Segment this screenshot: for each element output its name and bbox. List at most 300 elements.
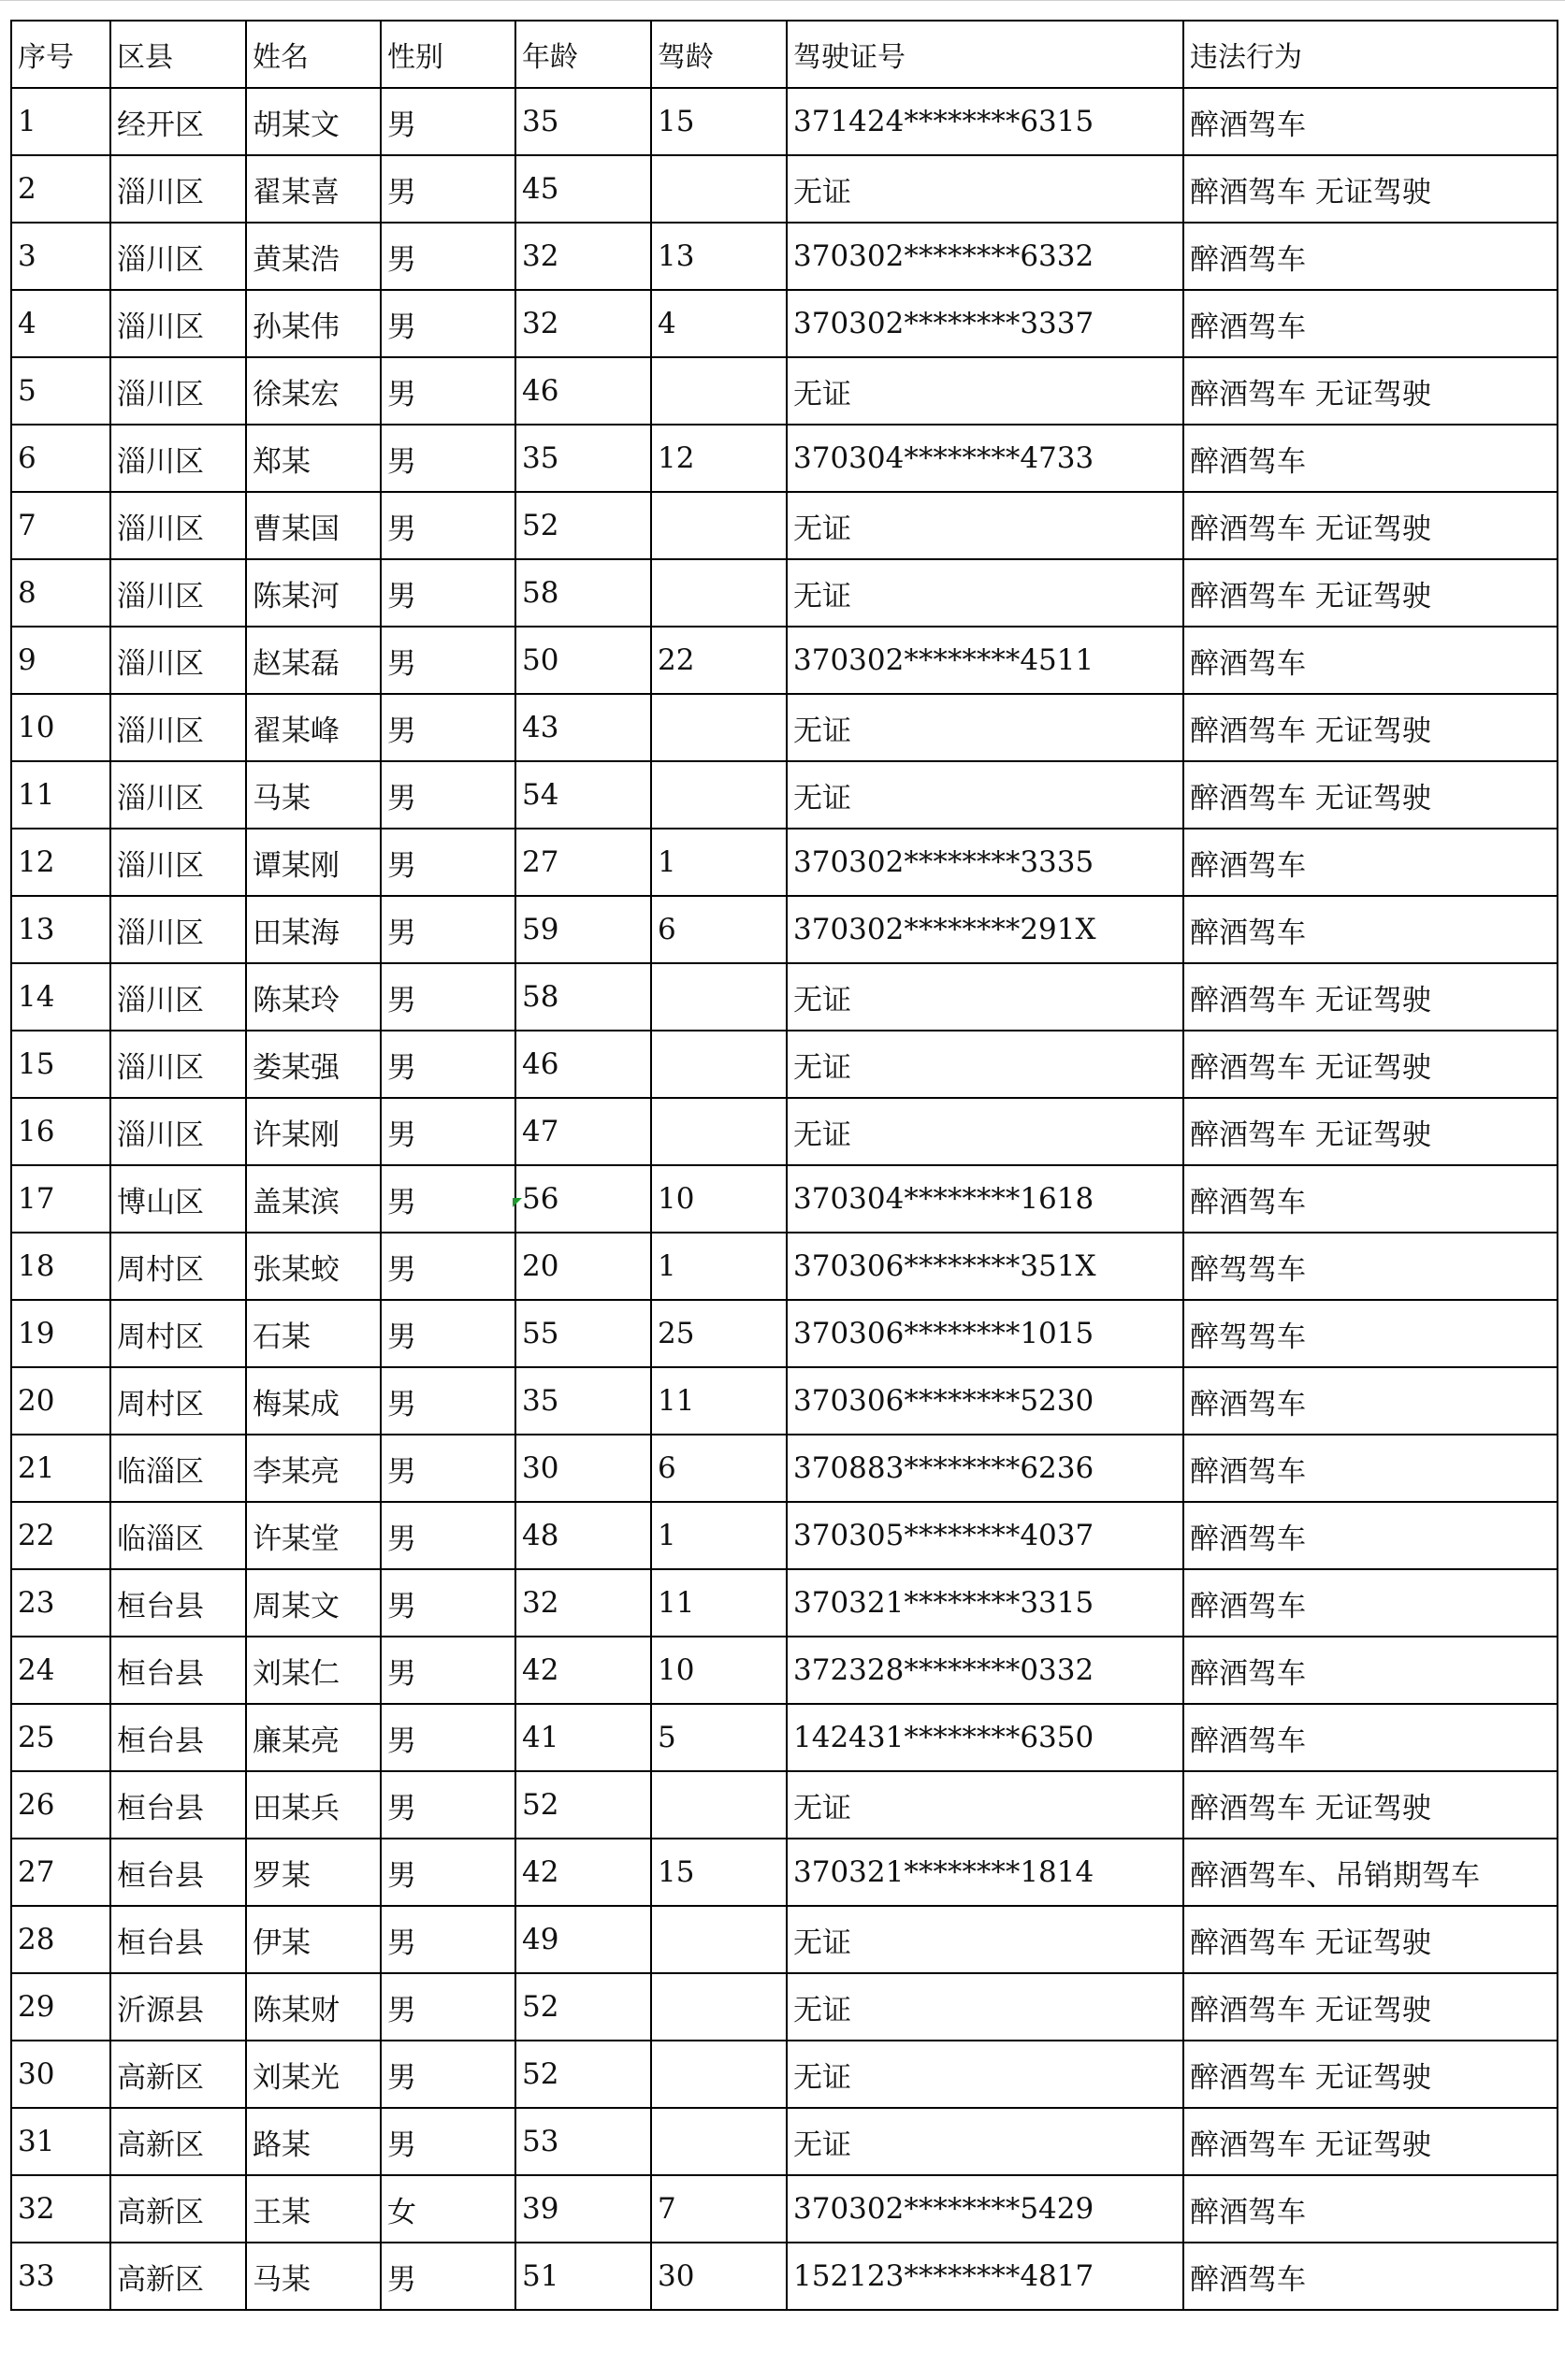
driving-years-cell (651, 2108, 787, 2175)
violation-cell: 醉酒驾车 (1183, 2175, 1558, 2243)
seq-cell: 27 (11, 1839, 110, 1906)
age-cell: 49 (515, 1906, 651, 1973)
driving-years-cell (651, 963, 787, 1031)
seq-cell: 33 (11, 2243, 110, 2310)
district-cell: 高新区 (110, 2041, 246, 2108)
driving-years-cell: 5 (651, 1704, 787, 1771)
table-row (11, 357, 1558, 425)
driving-years-cell: 1 (651, 1502, 787, 1569)
district-cell: 淄川区 (110, 627, 246, 694)
violation-cell: 醉酒驾车 (1183, 290, 1558, 357)
name-cell: 翟某喜 (246, 155, 381, 223)
violation-cell: 醉酒驾车 无证驾驶 (1183, 155, 1558, 223)
district-cell: 淄川区 (110, 357, 246, 425)
violation-cell: 醉酒驾车、吊销期驾车 (1183, 1839, 1558, 1906)
gender-cell: 男 (381, 1569, 515, 1637)
driving-years-cell (651, 357, 787, 425)
age-cell: 42 (515, 1839, 651, 1906)
district-cell: 桓台县 (110, 1771, 246, 1839)
table-row (11, 1300, 1558, 1367)
name-cell: 伊某 (246, 1906, 381, 1973)
seq-cell: 11 (11, 761, 110, 829)
driving-years-cell (651, 2041, 787, 2108)
name-cell: 梅某成 (246, 1367, 381, 1435)
seq-cell: 28 (11, 1906, 110, 1973)
gender-cell: 男 (381, 223, 515, 290)
seq-cell: 16 (11, 1098, 110, 1165)
name-cell: 许某堂 (246, 1502, 381, 1569)
seq-cell: 2 (11, 155, 110, 223)
driving-years-cell: 12 (651, 425, 787, 492)
name-cell: 赵某磊 (246, 627, 381, 694)
table-row (11, 896, 1558, 963)
seq-cell: 14 (11, 963, 110, 1031)
district-cell: 高新区 (110, 2243, 246, 2310)
gender-cell: 男 (381, 1973, 515, 2041)
gender-cell: 男 (381, 357, 515, 425)
age-cell: 27 (515, 829, 651, 896)
age-cell: 46 (515, 1031, 651, 1098)
gender-cell: 男 (381, 829, 515, 896)
age-cell: 30 (515, 1435, 651, 1502)
license-no-cell: 371424********6315 (787, 88, 1183, 155)
seq-cell: 8 (11, 559, 110, 627)
seq-cell: 18 (11, 1233, 110, 1300)
gender-cell: 男 (381, 1704, 515, 1771)
district-cell: 桓台县 (110, 1906, 246, 1973)
violation-cell: 醉酒驾车 无证驾驶 (1183, 1906, 1558, 1973)
gender-cell: 男 (381, 1098, 515, 1165)
name-cell: 陈某河 (246, 559, 381, 627)
district-cell: 淄川区 (110, 425, 246, 492)
gender-cell: 男 (381, 492, 515, 559)
name-cell: 李某亮 (246, 1435, 381, 1502)
age-cell: 46 (515, 357, 651, 425)
license-no-cell: 无证 (787, 1906, 1183, 1973)
name-cell: 孙某伟 (246, 290, 381, 357)
age-cell: 52 (515, 1973, 651, 2041)
gender-cell: 男 (381, 1435, 515, 1502)
name-cell: 翟某峰 (246, 694, 381, 761)
age-cell: 35 (515, 425, 651, 492)
district-cell: 周村区 (110, 1300, 246, 1367)
gender-cell: 男 (381, 2041, 515, 2108)
district-cell: 经开区 (110, 88, 246, 155)
name-cell: 刘某仁 (246, 1637, 381, 1704)
header-name: 姓名 (246, 21, 381, 88)
violation-cell: 醉酒驾车 (1183, 896, 1558, 963)
violation-cell: 醉驾驾车 (1183, 1233, 1558, 1300)
license-no-cell: 372328********0332 (787, 1637, 1183, 1704)
seq-cell: 12 (11, 829, 110, 896)
gender-cell: 女 (381, 2175, 515, 2243)
gender-cell: 男 (381, 1300, 515, 1367)
district-cell: 淄川区 (110, 155, 246, 223)
age-cell: 53 (515, 2108, 651, 2175)
table-row (11, 627, 1558, 694)
seq-cell: 20 (11, 1367, 110, 1435)
gender-cell: 男 (381, 1839, 515, 1906)
name-cell: 陈某财 (246, 1973, 381, 2041)
gender-cell: 男 (381, 963, 515, 1031)
district-cell: 淄川区 (110, 223, 246, 290)
driving-years-cell (651, 1031, 787, 1098)
district-cell: 淄川区 (110, 761, 246, 829)
gender-cell: 男 (381, 1367, 515, 1435)
table-row (11, 223, 1558, 290)
name-cell: 曹某国 (246, 492, 381, 559)
district-cell: 淄川区 (110, 694, 246, 761)
license-no-cell: 无证 (787, 694, 1183, 761)
violation-cell: 醉酒驾车 无证驾驶 (1183, 963, 1558, 1031)
seq-cell: 5 (11, 357, 110, 425)
driving-years-cell (651, 1906, 787, 1973)
violation-cell: 醉酒驾车 (1183, 1569, 1558, 1637)
table-row (11, 425, 1558, 492)
license-no-cell: 无证 (787, 761, 1183, 829)
driving-years-cell: 1 (651, 829, 787, 896)
name-cell: 黄某浩 (246, 223, 381, 290)
age-cell: 32 (515, 223, 651, 290)
seq-cell: 31 (11, 2108, 110, 2175)
seq-cell: 24 (11, 1637, 110, 1704)
driving-years-cell: 4 (651, 290, 787, 357)
driving-years-cell: 30 (651, 2243, 787, 2310)
license-no-cell: 370306********351X (787, 1233, 1183, 1300)
table-row (11, 1973, 1558, 2041)
age-cell: 43 (515, 694, 651, 761)
violation-cell: 醉酒驾车 无证驾驶 (1183, 694, 1558, 761)
header-district: 区县 (110, 21, 246, 88)
name-cell: 张某蛟 (246, 1233, 381, 1300)
driving-years-cell: 25 (651, 1300, 787, 1367)
driving-years-cell: 13 (651, 223, 787, 290)
name-cell: 路某 (246, 2108, 381, 2175)
district-cell: 桓台县 (110, 1839, 246, 1906)
gender-cell: 男 (381, 2108, 515, 2175)
header-violation: 违法行为 (1183, 21, 1558, 88)
license-no-cell: 无证 (787, 2041, 1183, 2108)
name-cell: 胡某文 (246, 88, 381, 155)
name-cell: 王某 (246, 2175, 381, 2243)
license-no-cell: 370302********5429 (787, 2175, 1183, 2243)
seq-cell: 25 (11, 1704, 110, 1771)
license-no-cell: 370321********1814 (787, 1839, 1183, 1906)
gender-cell: 男 (381, 896, 515, 963)
age-cell: 52 (515, 492, 651, 559)
district-cell: 淄川区 (110, 559, 246, 627)
table-row (11, 761, 1558, 829)
violation-cell: 醉酒驾车 无证驾驶 (1183, 357, 1558, 425)
gender-cell: 男 (381, 290, 515, 357)
name-cell: 许某刚 (246, 1098, 381, 1165)
driving-years-cell: 22 (651, 627, 787, 694)
license-no-cell: 370305********4037 (787, 1502, 1183, 1569)
driving-years-cell: 11 (651, 1367, 787, 1435)
license-no-cell: 370304********4733 (787, 425, 1183, 492)
district-cell: 淄川区 (110, 829, 246, 896)
age-cell: 47 (515, 1098, 651, 1165)
table-row (11, 2243, 1558, 2310)
driving-years-cell (651, 761, 787, 829)
table-row (11, 2108, 1558, 2175)
seq-cell: 9 (11, 627, 110, 694)
gender-cell: 男 (381, 694, 515, 761)
seq-cell: 29 (11, 1973, 110, 2041)
name-cell: 廉某亮 (246, 1704, 381, 1771)
violation-cell: 醉酒驾车 (1183, 1637, 1558, 1704)
license-no-cell: 无证 (787, 1973, 1183, 2041)
license-no-cell: 无证 (787, 1031, 1183, 1098)
table-row (11, 559, 1558, 627)
driving-years-cell (651, 155, 787, 223)
table-row (11, 1637, 1558, 1704)
district-cell: 临淄区 (110, 1435, 246, 1502)
name-cell: 田某兵 (246, 1771, 381, 1839)
license-no-cell: 无证 (787, 2108, 1183, 2175)
violation-cell: 醉酒驾车 (1183, 223, 1558, 290)
table-row (11, 88, 1558, 155)
header-driving-years: 驾龄 (651, 21, 787, 88)
seq-cell: 30 (11, 2041, 110, 2108)
seq-cell: 7 (11, 492, 110, 559)
license-no-cell: 370302********3335 (787, 829, 1183, 896)
driving-years-cell: 10 (651, 1165, 787, 1233)
district-cell: 桓台县 (110, 1637, 246, 1704)
violation-cell: 醉酒驾车 (1183, 1502, 1558, 1569)
license-no-cell: 370306********5230 (787, 1367, 1183, 1435)
name-cell: 陈某玲 (246, 963, 381, 1031)
name-cell: 周某文 (246, 1569, 381, 1637)
violation-cell: 醉酒驾车 (1183, 1165, 1558, 1233)
violation-cell: 醉酒驾车 无证驾驶 (1183, 2108, 1558, 2175)
violations-table (10, 20, 1558, 2311)
violation-cell: 醉酒驾车 (1183, 1435, 1558, 1502)
driving-years-cell: 1 (651, 1233, 787, 1300)
table-header-row (11, 21, 1558, 88)
violation-cell: 醉酒驾车 (1183, 425, 1558, 492)
driving-years-cell (651, 559, 787, 627)
age-cell: 58 (515, 559, 651, 627)
seq-cell: 17 (11, 1165, 110, 1233)
cell-comment-marker (513, 1198, 522, 1207)
age-cell: 35 (515, 88, 651, 155)
license-no-cell: 370302********6332 (787, 223, 1183, 290)
violation-cell: 醉酒驾车 无证驾驶 (1183, 1098, 1558, 1165)
violation-cell: 醉酒驾车 无证驾驶 (1183, 1973, 1558, 2041)
driving-years-cell: 6 (651, 896, 787, 963)
header-license-no: 驾驶证号 (787, 21, 1183, 88)
license-no-cell: 370304********1618 (787, 1165, 1183, 1233)
table-body (11, 88, 1558, 2310)
driving-years-cell: 7 (651, 2175, 787, 2243)
license-no-cell: 152123********4817 (787, 2243, 1183, 2310)
age-cell: 59 (515, 896, 651, 963)
license-no-cell: 370302********4511 (787, 627, 1183, 694)
age-cell: 58 (515, 963, 651, 1031)
driving-years-cell: 6 (651, 1435, 787, 1502)
driving-years-cell (651, 694, 787, 761)
table-row (11, 1502, 1558, 1569)
gender-cell: 男 (381, 559, 515, 627)
seq-cell: 13 (11, 896, 110, 963)
name-cell: 刘某光 (246, 2041, 381, 2108)
table-row (11, 2041, 1558, 2108)
table-row (11, 155, 1558, 223)
age-cell: 35 (515, 1367, 651, 1435)
table-row (11, 1367, 1558, 1435)
age-cell: 32 (515, 1569, 651, 1637)
table-row (11, 290, 1558, 357)
gender-cell: 男 (381, 1031, 515, 1098)
gender-cell: 男 (381, 1637, 515, 1704)
header-gender: 性别 (381, 21, 515, 88)
violation-cell: 醉酒驾车 (1183, 1367, 1558, 1435)
table-row (11, 1435, 1558, 1502)
gender-cell: 男 (381, 425, 515, 492)
seq-cell: 26 (11, 1771, 110, 1839)
district-cell: 周村区 (110, 1367, 246, 1435)
district-cell: 淄川区 (110, 492, 246, 559)
license-no-cell: 无证 (787, 1098, 1183, 1165)
driving-years-cell (651, 492, 787, 559)
violation-cell: 醉酒驾车 (1183, 2243, 1558, 2310)
violation-cell: 醉驾驾车 (1183, 1300, 1558, 1367)
age-cell: 55 (515, 1300, 651, 1367)
name-cell: 马某 (246, 2243, 381, 2310)
seq-cell: 21 (11, 1435, 110, 1502)
age-cell: 56 (515, 1165, 651, 1233)
page-top-rule (0, 0, 1565, 1)
district-cell: 淄川区 (110, 963, 246, 1031)
license-no-cell: 无证 (787, 1771, 1183, 1839)
header-seq: 序号 (11, 21, 110, 88)
license-no-cell: 无证 (787, 492, 1183, 559)
age-cell: 42 (515, 1637, 651, 1704)
table-row (11, 1704, 1558, 1771)
age-cell: 52 (515, 2041, 651, 2108)
age-cell: 32 (515, 290, 651, 357)
district-cell: 沂源县 (110, 1973, 246, 2041)
seq-cell: 4 (11, 290, 110, 357)
driving-years-cell (651, 1098, 787, 1165)
license-no-cell: 370302********291X (787, 896, 1183, 963)
driving-years-cell: 11 (651, 1569, 787, 1637)
violation-cell: 醉酒驾车 (1183, 829, 1558, 896)
violation-cell: 醉酒驾车 无证驾驶 (1183, 2041, 1558, 2108)
district-cell: 淄川区 (110, 896, 246, 963)
table-row (11, 1771, 1558, 1839)
seq-cell: 19 (11, 1300, 110, 1367)
seq-cell: 10 (11, 694, 110, 761)
license-no-cell: 370306********1015 (787, 1300, 1183, 1367)
table-row (11, 1098, 1558, 1165)
violation-cell: 醉酒驾车 无证驾驶 (1183, 1771, 1558, 1839)
violation-cell: 醉酒驾车 无证驾驶 (1183, 761, 1558, 829)
table-row (11, 1569, 1558, 1637)
district-cell: 桓台县 (110, 1704, 246, 1771)
table-row (11, 829, 1558, 896)
gender-cell: 男 (381, 1502, 515, 1569)
violation-cell: 醉酒驾车 (1183, 627, 1558, 694)
license-no-cell: 370321********3315 (787, 1569, 1183, 1637)
age-cell: 52 (515, 1771, 651, 1839)
age-cell: 48 (515, 1502, 651, 1569)
driving-years-cell (651, 1771, 787, 1839)
violation-cell: 醉酒驾车 (1183, 1704, 1558, 1771)
table-row (11, 2175, 1558, 2243)
name-cell: 谭某刚 (246, 829, 381, 896)
gender-cell: 男 (381, 1165, 515, 1233)
driving-years-cell: 15 (651, 1839, 787, 1906)
violation-cell: 醉酒驾车 (1183, 88, 1558, 155)
license-no-cell: 无证 (787, 963, 1183, 1031)
district-cell: 淄川区 (110, 1031, 246, 1098)
age-cell: 50 (515, 627, 651, 694)
gender-cell: 男 (381, 761, 515, 829)
table-row (11, 694, 1558, 761)
name-cell: 娄某强 (246, 1031, 381, 1098)
license-no-cell: 无证 (787, 155, 1183, 223)
gender-cell: 男 (381, 2243, 515, 2310)
license-no-cell: 无证 (787, 357, 1183, 425)
age-cell: 20 (515, 1233, 651, 1300)
driving-years-cell: 10 (651, 1637, 787, 1704)
name-cell: 马某 (246, 761, 381, 829)
district-cell: 高新区 (110, 2175, 246, 2243)
violation-cell: 醉酒驾车 无证驾驶 (1183, 559, 1558, 627)
seq-cell: 1 (11, 88, 110, 155)
seq-cell: 22 (11, 1502, 110, 1569)
age-cell: 45 (515, 155, 651, 223)
driving-years-cell (651, 1973, 787, 2041)
driving-years-cell: 15 (651, 88, 787, 155)
name-cell: 石某 (246, 1300, 381, 1367)
table-row (11, 1031, 1558, 1098)
district-cell: 临淄区 (110, 1502, 246, 1569)
seq-cell: 32 (11, 2175, 110, 2243)
gender-cell: 男 (381, 1233, 515, 1300)
seq-cell: 6 (11, 425, 110, 492)
seq-cell: 3 (11, 223, 110, 290)
district-cell: 高新区 (110, 2108, 246, 2175)
table-row (11, 1906, 1558, 1973)
name-cell: 田某海 (246, 896, 381, 963)
license-no-cell: 无证 (787, 559, 1183, 627)
table-row (11, 963, 1558, 1031)
table-row (11, 1233, 1558, 1300)
district-cell: 博山区 (110, 1165, 246, 1233)
seq-cell: 15 (11, 1031, 110, 1098)
header-age: 年龄 (515, 21, 651, 88)
district-cell: 周村区 (110, 1233, 246, 1300)
district-cell: 桓台县 (110, 1569, 246, 1637)
table-row (11, 1165, 1558, 1233)
name-cell: 盖某滨 (246, 1165, 381, 1233)
violation-cell: 醉酒驾车 无证驾驶 (1183, 492, 1558, 559)
gender-cell: 男 (381, 155, 515, 223)
name-cell: 郑某 (246, 425, 381, 492)
age-cell: 51 (515, 2243, 651, 2310)
name-cell: 徐某宏 (246, 357, 381, 425)
gender-cell: 男 (381, 88, 515, 155)
seq-cell: 23 (11, 1569, 110, 1637)
district-cell: 淄川区 (110, 290, 246, 357)
table-row (11, 1839, 1558, 1906)
age-cell: 54 (515, 761, 651, 829)
license-no-cell: 370302********3337 (787, 290, 1183, 357)
license-no-cell: 142431********6350 (787, 1704, 1183, 1771)
